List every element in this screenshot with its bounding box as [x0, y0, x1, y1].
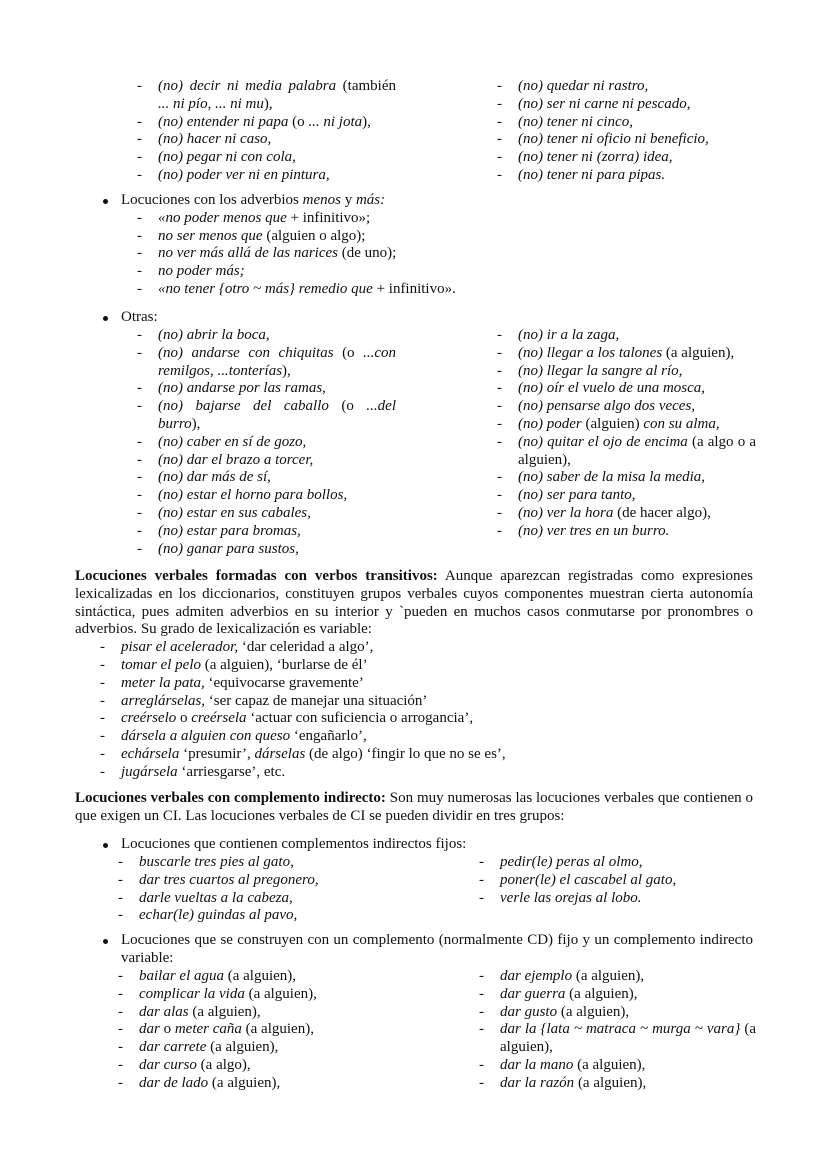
text-segment: (a alguien),	[500, 1021, 756, 1056]
text-segment: + infinitivo»;	[286, 209, 371, 226]
list-item	[158, 469, 396, 487]
text-segment: pedir(le) peras al olmo,	[500, 854, 643, 870]
text-segment: complicar la vida	[139, 985, 245, 1002]
text-segment: darle vueltas a la cabeza,	[139, 889, 293, 906]
text-segment: (a alguien),	[572, 968, 645, 984]
text-segment: ‘actuar con suficiencia o arrogancia’,	[246, 710, 474, 727]
text-segment: Aunque aparezcan registradas como expresiones lexicalizadas en los diccionarios, constituyen grupos verbales cuyos componentes muestran cierta autonomía sintáctica, pues admiten adverbios en su interior y `pueden en muchos casos conmutarse por pronombres o adverbios. Su grado de lexicalización es variable:	[75, 568, 753, 638]
text-segment: (no) estar para bromas,	[158, 522, 301, 539]
text-segment: (a alguien),	[244, 985, 317, 1002]
text-segment: (no) ver la hora	[518, 504, 614, 521]
text-segment: (también	[336, 78, 396, 94]
fijos-list-left	[139, 854, 459, 925]
text-segment: (no) dar el brazo a torcer,	[158, 451, 314, 468]
text-segment: (a algo o a alguien),	[518, 433, 756, 468]
transitivos-section	[75, 568, 753, 782]
text-segment: ),	[282, 362, 291, 379]
list-item	[518, 434, 756, 470]
text-segment: dar la razón	[500, 1074, 575, 1091]
text-segment: (no) ver tres en un burro.	[518, 522, 670, 539]
text-segment: (no) pegar ni con cola,	[158, 149, 296, 166]
text-segment: o	[176, 710, 192, 727]
list-item	[139, 1004, 459, 1022]
list-item	[121, 639, 753, 657]
text-segment: tomar el pelo	[121, 656, 201, 673]
list-item	[158, 149, 396, 167]
text-segment: (alguien o algo);	[262, 227, 366, 244]
list-item	[121, 764, 753, 782]
text-segment: (no) ir a la zaga,	[518, 327, 620, 343]
list-item	[158, 505, 396, 523]
text-segment: ),	[362, 113, 371, 130]
text-segment: (no) hacer ni caso,	[158, 131, 272, 148]
text-segment: menos	[302, 192, 341, 208]
text-segment: verle las orejas al lobo.	[500, 889, 642, 906]
text-segment: (no) saber de la misa la media,	[518, 469, 706, 486]
list-item	[139, 1057, 459, 1075]
list-item	[139, 907, 459, 925]
text-segment: ‘arriesgarse’, etc.	[177, 763, 286, 780]
text-segment: dar tres cuartos al pregonero,	[139, 871, 319, 888]
text-segment: (no) bajarse del caballo	[158, 398, 329, 415]
bullet-heading	[121, 932, 753, 968]
list-item	[139, 1039, 459, 1057]
list-item	[518, 505, 756, 523]
section-heading: Locuciones verbales con complemento indirecto:	[75, 790, 386, 806]
negation-list-right	[518, 78, 758, 185]
text-segment: dar ejemplo	[500, 968, 573, 984]
text-segment: (no) quedar ni rastro,	[518, 78, 649, 94]
text-segment: (o	[333, 344, 364, 361]
list-item	[121, 728, 753, 746]
variable-section	[121, 932, 753, 968]
list-item	[121, 710, 753, 728]
list-item	[121, 693, 753, 711]
list-item	[158, 210, 751, 228]
list-item	[500, 854, 752, 872]
text-segment: dar la mano	[500, 1056, 574, 1073]
text-segment: (no) tener ni oficio ni beneficio,	[518, 131, 709, 148]
list-item	[158, 114, 396, 132]
indirecto-paragraph	[75, 790, 753, 826]
text-segment: (no) decir ni media palabra	[158, 78, 337, 94]
otras-list-right	[518, 327, 756, 541]
bullet-heading	[121, 836, 753, 854]
text-segment: (a algo),	[196, 1056, 251, 1073]
list-item	[158, 345, 396, 381]
text-segment: más:	[355, 192, 386, 208]
list-item	[500, 986, 756, 1004]
text-segment: ‘dar celeridad a algo’,	[238, 639, 374, 656]
list-item	[500, 872, 752, 890]
text-segment: (no) oír el vuelo de una mosca,	[518, 380, 706, 397]
text-segment: (a alguien),	[206, 1039, 279, 1056]
text-segment: dar curso	[139, 1056, 197, 1073]
list-item	[158, 452, 396, 470]
bullet-heading	[121, 309, 751, 327]
otras-section	[121, 309, 751, 327]
text-segment: (no) poder	[518, 415, 582, 432]
list-item	[139, 872, 459, 890]
text-segment: y	[340, 192, 356, 208]
text-segment: (a alguien),	[224, 968, 297, 984]
list-item	[158, 434, 396, 452]
text-segment: dar alas	[139, 1003, 189, 1020]
list-item	[121, 657, 753, 675]
text-segment: dar carrete	[139, 1039, 207, 1056]
text-segment: echársela	[121, 745, 180, 762]
list-item	[158, 263, 751, 281]
list-item	[518, 345, 756, 363]
text-segment: poner(le) el cascabel al gato,	[500, 871, 677, 888]
list-item	[500, 968, 756, 986]
text-segment: no ver más allá de las narices	[158, 245, 338, 262]
text-segment: (de uno);	[337, 245, 397, 262]
text-segment: (no) pensarse algo dos veces,	[518, 398, 696, 415]
list-item	[518, 487, 756, 505]
text-segment: (no) quitar el ojo de encima	[518, 433, 688, 450]
text-segment: ‘presumir’,	[179, 745, 255, 762]
text-segment: jugársela	[121, 763, 178, 780]
text-segment: (a alguien),	[188, 1003, 261, 1020]
text-segment: (de algo) ‘fingir lo que no se es’,	[305, 745, 506, 762]
text-segment: (no) andarse con chiquitas	[158, 344, 334, 361]
variable-list-right	[500, 968, 756, 1093]
text-segment: meter la pata,	[121, 674, 205, 691]
text-segment: (no) llegar la sangre al río,	[518, 362, 683, 379]
text-segment: (no) estar en sus cabales,	[158, 504, 311, 521]
text-segment: «no poder menos que	[158, 209, 287, 226]
text-segment: (no) tener ni (zorra) idea,	[518, 149, 673, 166]
list-item	[158, 487, 396, 505]
text-segment: (no) tener ni cinco,	[518, 113, 633, 130]
list-item	[518, 416, 756, 434]
text-segment: creérsela	[191, 710, 247, 727]
text-segment: dar	[139, 1021, 160, 1038]
text-segment: (no) abrir la boca,	[158, 327, 270, 343]
text-segment: arreglárselas,	[121, 692, 206, 709]
text-segment: ),	[263, 95, 273, 112]
list-item	[518, 78, 758, 96]
list-item	[139, 968, 459, 986]
list-item	[518, 469, 756, 487]
text-segment: (a alguien),	[208, 1074, 281, 1091]
text-segment: ‘ser capaz de manejar una situación’	[205, 692, 428, 709]
text-segment: dar guerra	[500, 985, 566, 1002]
text-segment: bailar el agua	[139, 968, 224, 984]
text-segment: (no) caber en sí de gozo,	[158, 433, 307, 450]
text-segment: + infinitivo».	[372, 280, 456, 297]
text-segment: meter caña	[174, 1021, 242, 1038]
text-segment: (a alguien),	[574, 1074, 647, 1091]
variable-list-left	[139, 968, 459, 1093]
text-segment: (no) ser ni carne ni pescado,	[518, 95, 691, 112]
list-item	[158, 327, 396, 345]
text-segment: (no) dar más de sí,	[158, 469, 271, 486]
list-item	[139, 1075, 459, 1093]
text-segment: (a alguien),	[662, 344, 735, 361]
indirecto-section	[75, 790, 753, 826]
list-item	[158, 131, 396, 149]
text-segment: dar gusto	[500, 1003, 558, 1020]
text-segment: (a alguien),	[565, 985, 638, 1002]
text-segment: ... ni pío, ... ni mu	[158, 95, 264, 112]
list-item	[518, 167, 758, 185]
text-segment: ...con remilgos, ...tonterías	[158, 344, 397, 379]
text-segment: no poder más;	[158, 263, 245, 280]
section-heading: Locuciones verbales formadas con verbos transitivos:	[75, 568, 438, 584]
list-item	[500, 1075, 756, 1093]
text-segment: «no tener {otro ~ más} remedio que	[158, 280, 373, 297]
list-item	[158, 228, 751, 246]
text-segment: dar la {lata ~ matraca ~ murga ~ vara}	[500, 1021, 741, 1038]
list-item	[139, 890, 459, 908]
text-segment: dar de lado	[139, 1074, 209, 1091]
text-segment: dársela a alguien con queso	[121, 728, 291, 745]
list-item	[518, 96, 758, 114]
text-segment: ‘equivocarse gravemente’	[204, 674, 364, 691]
text-segment: pisar el acelerador,	[121, 639, 239, 656]
list-item	[500, 1004, 756, 1022]
list-item	[518, 327, 756, 345]
text-segment: ...del burro	[158, 398, 396, 432]
list-item	[158, 167, 396, 185]
list-item	[158, 398, 396, 434]
otras-list-left	[158, 327, 396, 558]
text-segment: (a alguien),	[241, 1021, 314, 1038]
list-item	[518, 363, 756, 381]
list-item	[158, 245, 751, 263]
list-item	[158, 523, 396, 541]
text-segment: (no) llegar a los talones	[518, 344, 663, 361]
fijos-section	[121, 836, 753, 854]
list-item	[500, 1057, 756, 1075]
text-segment: (o	[328, 398, 367, 415]
text-segment: Son muy numerosas las locuciones verbales que contienen o que exigen un CI. Las locuciones verbales de CI se pueden dividir en tres grupos:	[75, 790, 753, 824]
list-item	[518, 114, 758, 132]
list-item	[158, 78, 396, 114]
text-segment: (no) poder ver ni en pintura,	[158, 166, 330, 183]
text-segment: (o	[288, 113, 309, 130]
text-segment: Otras:	[121, 309, 158, 325]
adverbios-section	[121, 192, 751, 299]
text-segment: (no) ser para tanto,	[518, 487, 636, 504]
list-item	[121, 746, 753, 764]
text-segment: (no) ganar para sustos,	[158, 540, 299, 557]
text-segment: (alguien)	[581, 415, 644, 432]
list-item	[500, 890, 752, 908]
bullet-heading	[121, 192, 751, 210]
list-item	[518, 149, 758, 167]
text-segment: Locuciones con los adverbios	[121, 192, 303, 208]
negation-list-left	[158, 78, 396, 185]
text-segment: ),	[191, 415, 201, 432]
text-segment: Locuciones que se construyen con un complemento (normalmente CD) fijo y un complemento indirecto variable:	[121, 932, 753, 966]
text-segment: (no) tener ni para pipas.	[518, 166, 666, 183]
list-item	[500, 1021, 756, 1057]
list-item	[518, 523, 756, 541]
text-segment: ... ni jota	[308, 113, 363, 130]
text-segment: o	[159, 1021, 175, 1038]
list-item	[158, 541, 396, 559]
list-item	[139, 986, 459, 1004]
text-segment: (a alguien),	[573, 1056, 646, 1073]
text-segment: (a alguien),	[557, 1003, 630, 1020]
list-item	[518, 380, 756, 398]
list-item	[158, 281, 751, 299]
text-segment: con su alma,	[643, 415, 720, 432]
list-item	[139, 854, 459, 872]
text-segment: ‘engañarlo’,	[290, 728, 367, 745]
transitivos-paragraph	[75, 568, 753, 639]
text-segment: echar(le) guindas al pavo,	[139, 907, 298, 924]
list-item	[518, 398, 756, 416]
text-segment: (no) andarse por las ramas,	[158, 380, 326, 397]
text-segment: dárselas	[254, 745, 306, 762]
fijos-list-right	[500, 854, 752, 907]
list-item	[158, 380, 396, 398]
list-item	[121, 675, 753, 693]
text-segment: (a alguien), ‘burlarse de él’	[201, 656, 368, 673]
text-segment: creérselo	[121, 710, 177, 727]
list-item	[139, 1021, 459, 1039]
text-segment: (no) estar el horno para bollos,	[158, 487, 348, 504]
list-item	[518, 131, 758, 149]
text-segment: Locuciones que contienen complementos indirectos fijos:	[121, 836, 467, 852]
text-segment: (no) entender ni papa	[158, 113, 289, 130]
text-segment: (de hacer algo),	[613, 504, 711, 521]
text-segment: buscarle tres pies al gato,	[139, 854, 294, 870]
text-segment: no ser menos que	[158, 227, 263, 244]
